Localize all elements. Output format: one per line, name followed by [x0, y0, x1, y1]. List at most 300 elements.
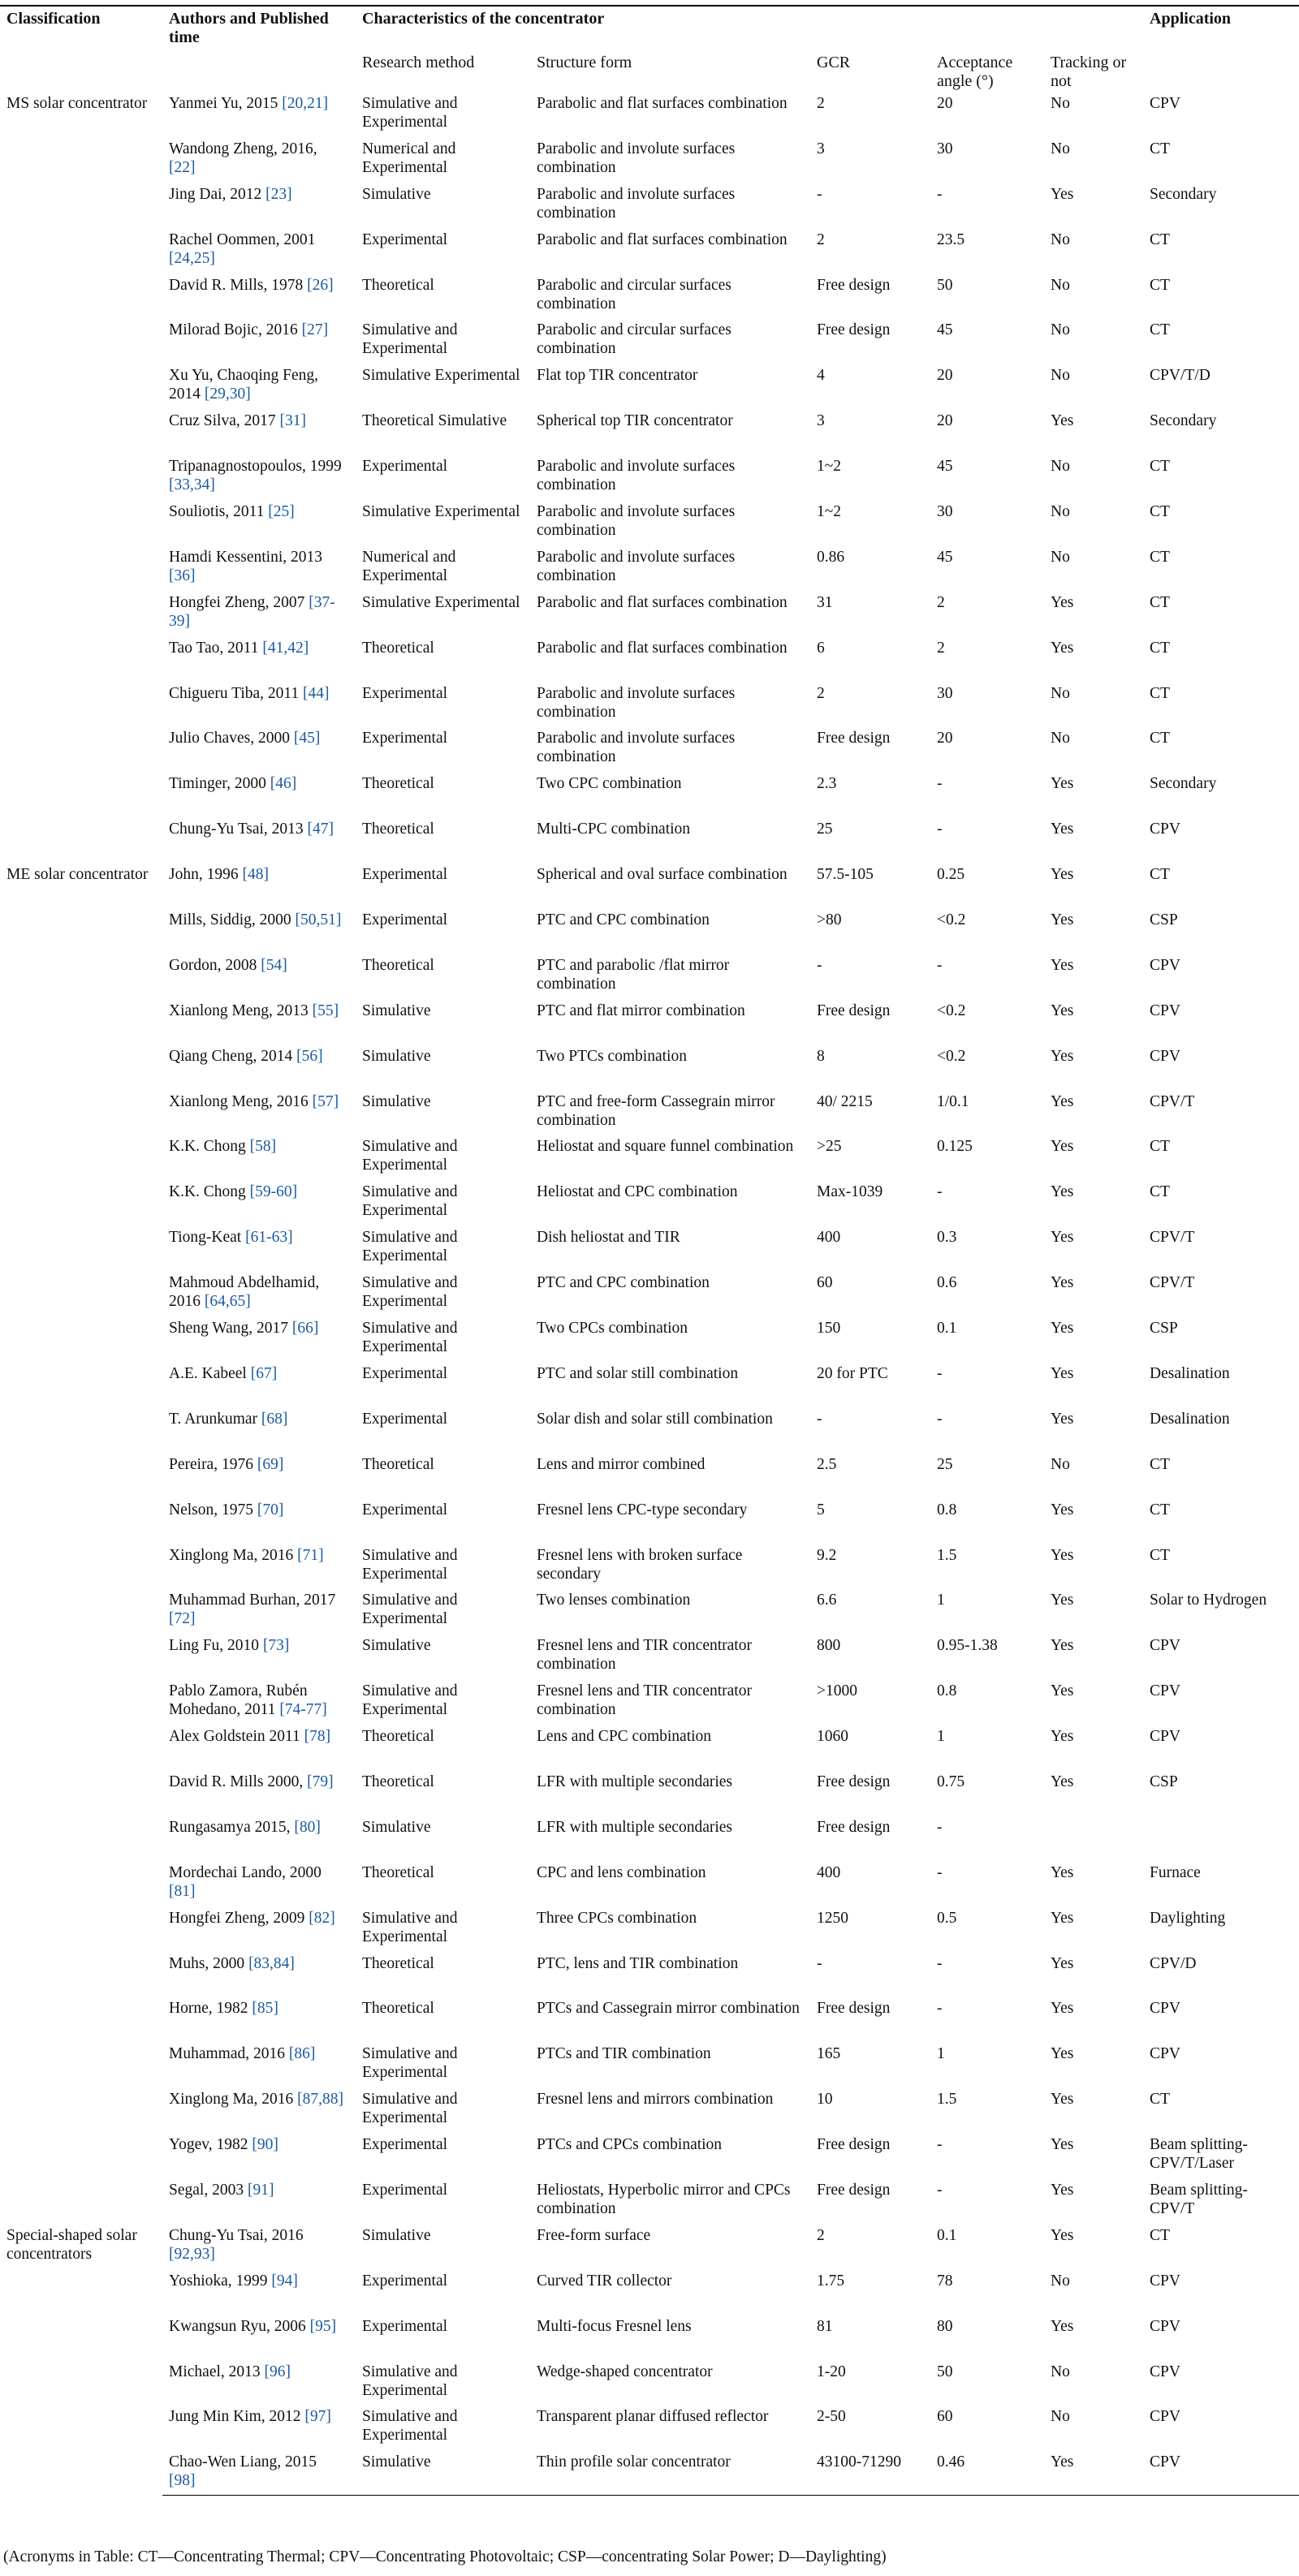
acceptance-angle-cell: 1 [937, 1728, 945, 1746]
gcr-cell: 10 [817, 2091, 833, 2109]
authors-cell [162, 727, 356, 773]
application-cell: Secondary [1150, 185, 1217, 203]
header-authors: Authors and Published time [162, 6, 356, 49]
tracking-cell: Yes [1051, 593, 1074, 611]
acceptance-angle-cell: 50 [937, 2363, 953, 2380]
reference-link[interactable]: [69] [257, 1455, 284, 1473]
tracking-cell: No [1051, 367, 1070, 385]
authors-cell [162, 2043, 356, 2088]
acceptance-angle-cell: 45 [937, 548, 953, 566]
reference-link[interactable]: [98] [169, 2472, 196, 2490]
gcr-cell: 0.86 [817, 548, 845, 566]
table-row [0, 229, 1299, 274]
application-cell: CT [1150, 1138, 1170, 1156]
authors-cell [162, 1589, 356, 1635]
tracking-cell: Yes [1051, 1274, 1074, 1292]
author-text: Yogev, 1982 [169, 2136, 252, 2154]
tracking-cell: Yes [1051, 1773, 1074, 1790]
authors-cell [162, 1862, 356, 1907]
research-method-cell: Simulative Experimental [362, 593, 520, 611]
acceptance-angle-cell: 20 [937, 367, 953, 385]
application-cell: CPV/T [1150, 1092, 1195, 1110]
research-method-cell: Experimental [362, 730, 448, 747]
structure-form-cell: Lens and mirror combined [537, 1455, 706, 1473]
acceptance-angle-cell: 0.46 [930, 2451, 1044, 2495]
structure-form-cell: Heliostat and square funnel combination [537, 1138, 794, 1156]
structure-form-cell: Fresnel lens and TIR concentrator combination [537, 1682, 752, 1719]
research-method-cell: Experimental [362, 2136, 448, 2154]
header-application: Application [1143, 6, 1299, 49]
subheader-row [0, 49, 1299, 93]
tracking-cell: Yes [1051, 1909, 1074, 1927]
gcr-cell: Free design [817, 321, 891, 339]
reference-link[interactable]: [54] [261, 956, 287, 974]
structure-form-cell: Two CPC combination [537, 775, 682, 793]
gcr-cell: Free design [817, 730, 891, 747]
tracking-cell: Yes [1051, 911, 1074, 929]
author-text: Muhammad Burhan, 2017 [169, 1592, 336, 1609]
acceptance-angle-cell: 1 [937, 2045, 945, 2063]
authors-cell [162, 2179, 356, 2225]
structure-form-cell: Wedge-shaped concentrator [537, 2363, 713, 2380]
table-footnote: (Acronyms in Table: CT—Concentrating Thermal; CPV—Concentrating Photovoltaic; CSP—concentrating Solar Power; D—Daylighting) [3, 2548, 887, 2565]
research-method-cell: Simulative Experimental [362, 367, 520, 385]
author-text: Chung-Yu Tsai, 2016 [169, 2226, 304, 2244]
reference-link[interactable]: [33,34] [169, 476, 215, 494]
acceptance-angle-cell: 1 [937, 1592, 945, 1609]
table-row [0, 1317, 1299, 1363]
application-cell: CPV [1143, 2451, 1299, 2495]
table-row [0, 1454, 1299, 1499]
structure-form-cell: Parabolic and flat surfaces combination [537, 230, 788, 248]
application-cell: CT [1150, 639, 1170, 657]
research-method-cell: Simulative and Experimental [362, 1320, 458, 1356]
table-row [0, 1091, 1299, 1136]
research-method-cell: Theoretical [362, 1455, 434, 1473]
reference-link[interactable]: [58] [249, 1138, 277, 1156]
reference-link[interactable]: [97] [304, 2408, 331, 2426]
table-row [0, 818, 1299, 864]
tracking-cell: Yes [1051, 1954, 1074, 1972]
acceptance-angle-cell: 30 [937, 503, 953, 521]
application-cell: CSP [1150, 1773, 1178, 1790]
research-method-cell: Simulative [362, 1047, 431, 1065]
structure-form-cell: Fresnel lens CPC-type secondary [537, 1501, 748, 1518]
application-cell: CT [1150, 503, 1170, 521]
author-text: Mills, Siddig, 2000 [169, 911, 296, 929]
tracking-cell: No [1051, 2408, 1070, 2426]
acceptance-angle-cell: <0.2 [937, 911, 966, 929]
reference-link[interactable]: [91] [247, 2181, 274, 2199]
reference-link[interactable]: [70] [257, 1501, 284, 1518]
gcr-cell: Max-1039 [817, 1183, 883, 1201]
tracking-cell: Yes [1051, 956, 1074, 974]
structure-form-cell: Parabolic and circular surfaces combination [537, 276, 731, 312]
author-text: Mahmoud Abdelhamid, 2016 [169, 1274, 320, 1311]
tracking-cell: Yes [1051, 2181, 1074, 2199]
reference-link[interactable]: [20,21] [282, 95, 329, 112]
gcr-cell: 2.5 [817, 1455, 837, 1473]
authors-cell [162, 1816, 356, 1862]
structure-form-cell: Fresnel lens and mirrors combination [537, 2091, 774, 2109]
research-method-cell: Experimental [362, 684, 448, 702]
reference-link[interactable]: [56] [296, 1047, 323, 1065]
research-method-cell: Simulative [362, 2226, 431, 2244]
tracking-cell: Yes [1051, 2226, 1074, 2244]
reference-link[interactable]: [80] [294, 1818, 321, 1836]
authors-cell [162, 138, 356, 183]
authors-cell [162, 2270, 356, 2315]
author-text: Mordechai Lando, 2000 [169, 1863, 322, 1881]
reference-link[interactable]: [94] [271, 2272, 298, 2290]
reference-link[interactable]: [24,25] [169, 249, 215, 267]
authors-cell [162, 1635, 356, 1680]
reference-link[interactable]: [37-39] [169, 593, 335, 630]
table-row [0, 546, 1299, 592]
structure-form-cell: PTC and solar still combination [537, 1364, 739, 1382]
reference-link[interactable]: [81] [169, 1882, 196, 1900]
tracking-cell: Yes [1051, 1728, 1074, 1746]
research-method-cell: Theoretical [362, 775, 434, 793]
reference-link[interactable]: [55] [312, 1002, 339, 1019]
table-row [0, 93, 1299, 138]
reference-link[interactable]: [46] [270, 775, 297, 793]
authors-cell [162, 2406, 356, 2451]
structure-form-cell: Parabolic and involute surfaces combination [537, 458, 736, 494]
table-row [0, 1544, 1299, 1590]
table-row [0, 2043, 1299, 2088]
acceptance-angle-cell: - [937, 2181, 943, 2199]
acceptance-angle-cell: 60 [937, 2408, 953, 2426]
acceptance-angle-cell: 30 [937, 684, 953, 702]
application-cell: CPV [1150, 2045, 1180, 2063]
tracking-cell: No [1051, 2272, 1070, 2290]
reference-link[interactable]: [78] [304, 1728, 331, 1746]
structure-form-cell: Heliostat and CPC combination [537, 1183, 738, 1201]
author-text: Kwangsun Ryu, 2006 [169, 2317, 310, 2335]
table-row [0, 2179, 1299, 2225]
authors-cell [162, 1454, 356, 1499]
reference-link[interactable]: [73] [262, 1637, 290, 1655]
authors-cell [162, 1907, 356, 1953]
tracking-cell: Yes [1051, 2091, 1074, 2109]
research-method-cell: Simulative [362, 185, 431, 203]
reference-link[interactable]: [29,30] [204, 386, 251, 403]
acceptance-angle-cell: 0.3 [937, 1229, 957, 1247]
gcr-cell: >25 [817, 1138, 842, 1156]
gcr-cell: Free design [817, 2181, 891, 2199]
research-method-cell: Simulative and Experimental [362, 1138, 458, 1174]
acceptance-angle-cell: - [937, 1410, 943, 1428]
reference-link[interactable]: [59-60] [249, 1183, 298, 1201]
reference-link[interactable]: [90] [252, 2136, 278, 2154]
research-method-cell: Simulative [362, 1637, 431, 1655]
gcr-cell: 5 [817, 1501, 825, 1518]
acceptance-angle-cell: - [937, 1364, 943, 1382]
reference-link[interactable]: [85] [252, 2000, 278, 2018]
reference-link[interactable]: [72] [169, 1610, 196, 1628]
author-text: K.K. Chong [169, 1183, 250, 1201]
tracking-cell: No [1051, 503, 1070, 521]
table-row [0, 1816, 1299, 1862]
acceptance-angle-cell: 25 [937, 1455, 953, 1473]
author-text: Tripanagnostopoulos, 1999 [169, 458, 342, 476]
application-cell: CPV [1150, 956, 1180, 974]
gcr-cell: - [817, 956, 822, 974]
authors-cell [162, 93, 356, 138]
table-row [0, 319, 1299, 364]
research-method-cell: Theoretical [362, 639, 434, 657]
reference-link[interactable]: [83,84] [248, 1954, 295, 1972]
authors-cell [162, 2361, 356, 2406]
structure-form-cell: Parabolic and flat surfaces combination [537, 639, 788, 657]
authors-cell [162, 864, 356, 909]
structure-form-cell: Two PTCs combination [537, 1047, 687, 1065]
acceptance-angle-cell: 0.1 [937, 2226, 957, 2244]
authors-cell [162, 229, 356, 274]
table-row [0, 954, 1299, 1000]
author-text: Tiong-Keat [169, 1229, 246, 1247]
table-row [0, 727, 1299, 773]
application-cell: CPV [1150, 2317, 1180, 2335]
author-text: Cruz Silva, 2017 [169, 412, 280, 430]
tracking-cell: No [1051, 730, 1070, 747]
author-text: Julio Chaves, 2000 [169, 730, 294, 747]
authors-cell [162, 2134, 356, 2179]
research-method-cell: Experimental [362, 458, 448, 476]
reference-link[interactable]: [96] [264, 2363, 291, 2380]
authors-cell [162, 909, 356, 954]
authors-cell [162, 1771, 356, 1816]
table-row [0, 1408, 1299, 1454]
author-text: Xu Yu, Chaoqing Feng, 2014 [169, 367, 318, 403]
author-text: Chigueru Tiba, 2011 [169, 684, 304, 702]
research-method-cell: Experimental [362, 1364, 448, 1382]
gcr-cell: 800 [817, 1637, 841, 1655]
reference-link[interactable]: [23] [265, 185, 292, 203]
table-row [0, 1045, 1299, 1091]
acceptance-angle-cell: 23.5 [937, 230, 965, 248]
research-method-cell: Theoretical [362, 2000, 434, 2018]
table-row [0, 2134, 1299, 2179]
tracking-cell: Yes [1051, 1047, 1074, 1065]
tracking-cell: No [1051, 230, 1070, 248]
tracking-cell: Yes [1051, 866, 1074, 884]
research-method-cell: Experimental [362, 2317, 448, 2335]
authors-cell [162, 954, 356, 1000]
tracking-cell: Yes [1051, 1092, 1074, 1110]
acceptance-angle-cell: 0.25 [937, 866, 965, 884]
reference-link[interactable]: [67] [250, 1364, 278, 1382]
authors-cell [162, 319, 356, 364]
gcr-cell: 31 [817, 593, 833, 611]
gcr-cell: 25 [817, 821, 833, 838]
tracking-cell: Yes [1051, 412, 1074, 430]
application-cell: CSP [1150, 1320, 1178, 1338]
reference-link[interactable]: [44] [303, 684, 330, 702]
reference-link[interactable]: [26] [307, 276, 334, 294]
tracking-cell: No [1051, 458, 1070, 476]
authors-cell [162, 1091, 356, 1136]
application-cell: CT [1150, 230, 1170, 248]
research-method-cell: Experimental [362, 2272, 448, 2290]
structure-form-cell: PTC, lens and TIR combination [537, 1954, 739, 1972]
reference-link[interactable]: [27] [301, 321, 329, 339]
reference-link[interactable]: [25] [268, 503, 295, 521]
application-cell: CSP [1150, 911, 1178, 929]
application-cell: CT [1150, 684, 1170, 702]
gcr-cell: 3 [817, 412, 825, 430]
tracking-cell [1044, 1816, 1143, 1862]
header-row [0, 6, 1299, 49]
structure-form-cell: Parabolic and involute surfaces combination [537, 548, 736, 584]
table-row [0, 1635, 1299, 1680]
gcr-cell: 2 [817, 95, 825, 112]
application-cell: CPV [1150, 1728, 1180, 1746]
authors-cell [162, 637, 356, 683]
reference-link[interactable]: [68] [261, 1410, 288, 1428]
reference-link[interactable]: [79] [307, 1773, 334, 1790]
acceptance-angle-cell: 45 [937, 458, 953, 476]
table-row [0, 909, 1299, 954]
gcr-cell: 20 for PTC [817, 1364, 888, 1382]
reference-link[interactable]: [66] [291, 1320, 319, 1338]
research-method-cell: Simulative [362, 1092, 431, 1110]
reference-link[interactable]: [47] [307, 821, 334, 838]
gcr-cell: Free design [817, 1773, 891, 1790]
table-row [0, 2361, 1299, 2406]
structure-form-cell: PTC and parabolic /flat mirror combination [537, 956, 730, 993]
tracking-cell: Yes [1051, 639, 1074, 657]
reference-link[interactable]: [86] [288, 2045, 316, 2063]
gcr-cell: - [817, 1954, 822, 1972]
tracking-cell: Yes [1051, 1863, 1074, 1881]
application-cell: CT [1150, 593, 1170, 611]
reference-link[interactable]: [74-77] [279, 1701, 327, 1719]
acceptance-angle-cell: 30 [937, 140, 953, 157]
tracking-cell: Yes [1051, 775, 1074, 793]
reference-link[interactable]: [22] [169, 158, 196, 176]
reference-link[interactable]: [36] [169, 566, 196, 584]
gcr-cell: 2 [817, 684, 825, 702]
acceptance-angle-cell: 2 [937, 639, 945, 657]
research-method-cell: Simulative and Experimental [362, 1682, 458, 1719]
application-cell: CT [1150, 730, 1170, 747]
gcr-cell: 3 [817, 140, 825, 157]
research-method-cell: Simulative and Experimental [362, 1592, 458, 1628]
author-text: Hongfei Zheng, 2007 [169, 593, 309, 611]
author-text: Horne, 1982 [169, 2000, 252, 2018]
application-cell: Furnace [1150, 1863, 1201, 1881]
reference-link[interactable]: [57] [312, 1092, 339, 1110]
authors-cell [162, 1725, 356, 1771]
author-text: Chung-Yu Tsai, 2013 [169, 821, 308, 838]
application-cell: CPV [1150, 95, 1180, 112]
research-method-cell: Simulative and Experimental [362, 1909, 458, 1945]
research-method-cell: Simulative Experimental [362, 503, 520, 521]
tracking-cell: Yes [1051, 1592, 1074, 1609]
reference-link[interactable]: [45] [293, 730, 321, 747]
subheader-tracking: Tracking or not [1051, 54, 1127, 90]
authors-cell [162, 1272, 356, 1317]
table-row [0, 1363, 1299, 1408]
reference-link[interactable]: [50,51] [295, 911, 342, 929]
structure-form-cell: Fresnel lens with broken surface secondary [537, 1546, 743, 1583]
acceptance-angle-cell: 78 [937, 2272, 953, 2290]
acceptance-angle-cell: 0.5 [937, 1909, 957, 1927]
author-text: Sheng Wang, 2017 [169, 1320, 292, 1338]
gcr-cell: - [817, 185, 822, 203]
authors-cell [162, 274, 356, 320]
application-cell: CPV/T [1150, 1274, 1195, 1292]
acceptance-angle-cell: 80 [937, 2317, 953, 2335]
reference-link[interactable]: [61-63] [245, 1229, 293, 1247]
authors-cell [162, 546, 356, 592]
application-cell: Daylighting [1150, 1909, 1226, 1927]
table-row [0, 1499, 1299, 1544]
acceptance-angle-cell: 1.5 [937, 2091, 957, 2109]
acceptance-angle-cell: 0.8 [937, 1682, 957, 1700]
research-method-cell: Experimental [362, 1501, 448, 1518]
gcr-cell: Free design [817, 2000, 891, 2018]
application-cell: CT [1150, 1501, 1170, 1518]
acceptance-angle-cell: - [937, 2136, 943, 2154]
structure-form-cell: Parabolic and involute surfaces combination [537, 730, 736, 766]
reference-link[interactable]: [92,93] [169, 2245, 215, 2263]
reference-link[interactable]: [71] [297, 1546, 324, 1564]
author-text: Xinglong Ma, 2016 [169, 2091, 298, 2109]
reference-link[interactable]: [82] [309, 1909, 335, 1927]
application-cell: CPV/T [1150, 1229, 1195, 1247]
application-cell: CPV [1150, 1047, 1180, 1065]
tracking-cell: Yes [1051, 1183, 1074, 1201]
table-row [0, 2406, 1299, 2451]
structure-form-cell: Dish heliostat and TIR [537, 1229, 680, 1247]
acceptance-angle-cell: 20 [937, 730, 953, 747]
reference-link[interactable]: [95] [309, 2317, 337, 2335]
structure-form-cell: Spherical and oval surface combination [537, 866, 788, 884]
reference-link[interactable]: [41,42] [262, 639, 309, 657]
reference-link[interactable]: [64,65] [204, 1293, 251, 1311]
acceptance-angle-cell: 0.1 [937, 1320, 957, 1338]
subheader-structure-form: Structure form [537, 54, 632, 71]
gcr-cell: >80 [817, 911, 842, 929]
application-cell: Solar to Hydrogen [1150, 1592, 1267, 1609]
tracking-cell: No [1051, 2363, 1070, 2380]
gcr-cell: 165 [817, 2045, 841, 2063]
gcr-cell: 150 [817, 1320, 841, 1338]
research-method-cell: Simulative and Experimental [362, 2408, 458, 2445]
authors-cell [162, 683, 356, 728]
research-method-cell: Simulative and Experimental [362, 2091, 458, 2127]
structure-form-cell: Parabolic and flat surfaces combination [537, 95, 788, 112]
application-cell: CPV [1150, 2408, 1180, 2426]
reference-link[interactable]: [87,88] [297, 2091, 344, 2109]
gcr-cell: 1~2 [817, 458, 842, 476]
acceptance-angle-cell: 0.95-1.38 [937, 1637, 998, 1655]
author-text: Jung Min Kim, 2012 [169, 2408, 305, 2426]
acceptance-angle-cell: <0.2 [937, 1002, 966, 1019]
structure-form-cell: Parabolic and flat surfaces combination [537, 593, 788, 611]
gcr-cell: - [817, 1410, 822, 1428]
reference-link[interactable]: [31] [279, 412, 306, 430]
tracking-cell: Yes [1051, 1364, 1074, 1382]
structure-form-cell: Two CPCs combination [537, 1320, 688, 1338]
tracking-cell: Yes [1051, 185, 1074, 203]
authors-cell [162, 410, 356, 455]
structure-form-cell: PTCs and Cassegrain mirror combination [537, 2000, 800, 2018]
reference-link[interactable]: [48] [242, 866, 269, 884]
